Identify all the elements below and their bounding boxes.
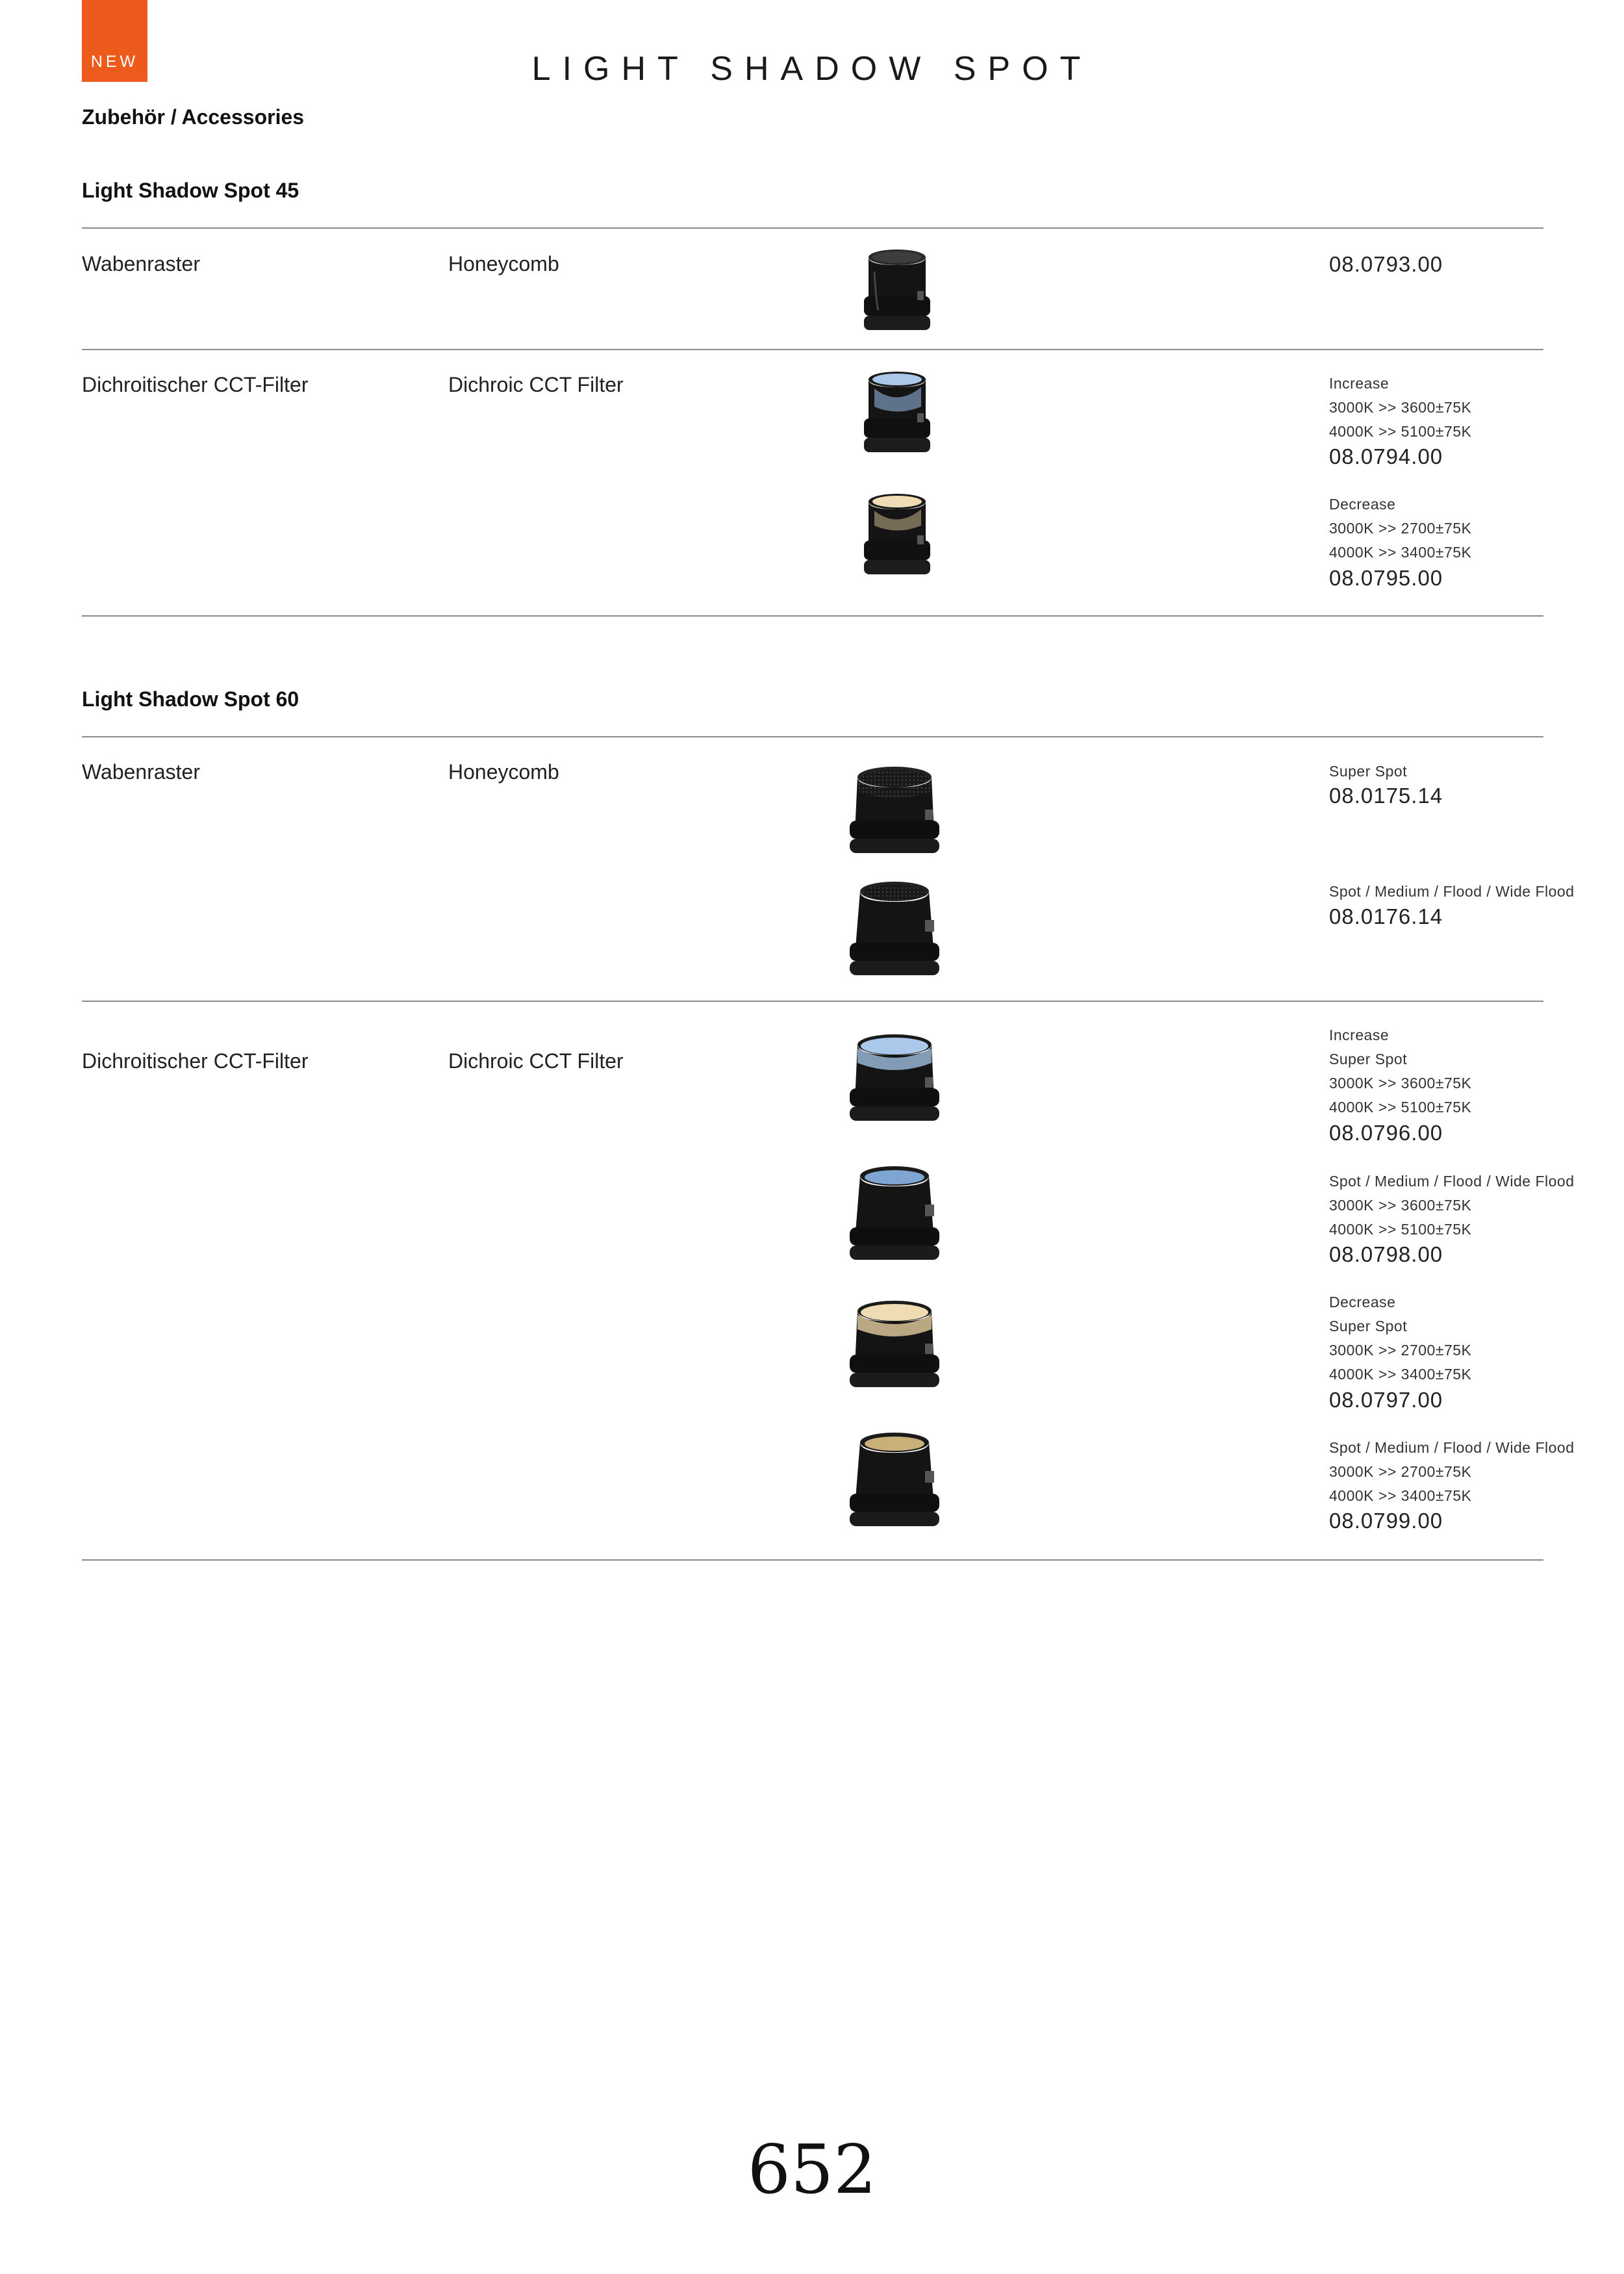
product-spec-line: Spot / Medium / Flood / Wide Flood bbox=[1329, 1439, 1575, 1456]
page-title: LIGHT SHADOW SPOT bbox=[531, 50, 1093, 88]
row-label-en: Honeycomb bbox=[448, 760, 559, 784]
product-spec-line: 4000K >> 5100±75K bbox=[1329, 1221, 1472, 1238]
product-code: 08.0176.14 bbox=[1329, 904, 1443, 928]
product-code: 08.0797.00 bbox=[1329, 1388, 1443, 1412]
product-spec-line: Super Spot bbox=[1329, 1051, 1408, 1067]
section-heading-spot-45: Light Shadow Spot 45 bbox=[82, 179, 299, 202]
product-spec-line: Spot / Medium / Flood / Wide Flood bbox=[1329, 883, 1575, 900]
new-badge: NEW bbox=[82, 0, 147, 82]
product-image-honeycomb-super-spot-60 bbox=[846, 759, 924, 856]
product-spec-line: 3000K >> 3600±75K bbox=[1329, 1075, 1472, 1092]
product-spec-line: 3000K >> 2700±75K bbox=[1329, 520, 1472, 537]
product-image-blue-filter-spot-45 bbox=[861, 368, 939, 459]
product-spec-line: 4000K >> 3400±75K bbox=[1329, 1366, 1472, 1383]
product-image-honeycomb-spot-45 bbox=[861, 246, 939, 337]
product-spec-line: 4000K >> 3400±75K bbox=[1329, 1487, 1472, 1504]
product-code: 08.0798.00 bbox=[1329, 1242, 1443, 1266]
product-image-honeycomb-spot-60 bbox=[846, 875, 924, 978]
product-spec-line: Increase bbox=[1329, 1027, 1389, 1043]
product-spec-line: 3000K >> 2700±75K bbox=[1329, 1342, 1472, 1359]
product-image-amber-filter-spot-60 bbox=[846, 1425, 924, 1529]
product-code: 08.0175.14 bbox=[1329, 784, 1443, 808]
product-spec-line: 3000K >> 3600±75K bbox=[1329, 1197, 1472, 1214]
row-label-de: Wabenraster bbox=[82, 252, 200, 275]
row-label-de: Dichroitischer CCT-Filter bbox=[82, 373, 309, 396]
section-heading-spot-60: Light Shadow Spot 60 bbox=[82, 687, 299, 711]
product-spec-line: Super Spot bbox=[1329, 763, 1408, 780]
row-label-en: Dichroic CCT Filter bbox=[448, 1049, 624, 1073]
product-spec-line: Decrease bbox=[1329, 1294, 1396, 1310]
divider bbox=[82, 615, 1543, 617]
row-label-en: Honeycomb bbox=[448, 252, 559, 275]
product-image-blue-filter-super-spot-60 bbox=[846, 1027, 924, 1124]
divider bbox=[82, 1001, 1543, 1002]
product-image-amber-filter-spot-45 bbox=[861, 490, 939, 581]
product-spec-line: 3000K >> 3600±75K bbox=[1329, 399, 1472, 416]
row-label-de: Wabenraster bbox=[82, 760, 200, 784]
product-code: 08.0794.00 bbox=[1329, 444, 1443, 468]
divider bbox=[82, 349, 1543, 350]
product-spec-line: Decrease bbox=[1329, 496, 1396, 513]
product-code: 08.0799.00 bbox=[1329, 1509, 1443, 1533]
product-code: 08.0795.00 bbox=[1329, 566, 1443, 590]
divider bbox=[82, 736, 1543, 737]
page-number: 652 bbox=[747, 2130, 877, 2209]
product-code: 08.0793.00 bbox=[1329, 252, 1443, 276]
product-image-blue-filter-spot-60 bbox=[846, 1159, 924, 1263]
product-spec-line: Spot / Medium / Flood / Wide Flood bbox=[1329, 1173, 1575, 1190]
product-spec-line: 4000K >> 5100±75K bbox=[1329, 1099, 1472, 1116]
product-image-amber-filter-super-spot-60 bbox=[846, 1293, 924, 1390]
product-spec-line: 3000K >> 2700±75K bbox=[1329, 1463, 1472, 1480]
divider bbox=[82, 227, 1543, 229]
row-label-de: Dichroitischer CCT-Filter bbox=[82, 1049, 309, 1073]
product-spec-line: 4000K >> 3400±75K bbox=[1329, 544, 1472, 561]
product-spec-line: 4000K >> 5100±75K bbox=[1329, 423, 1472, 440]
row-label-en: Dichroic CCT Filter bbox=[448, 373, 624, 396]
divider bbox=[82, 1559, 1543, 1561]
product-spec-line: Super Spot bbox=[1329, 1318, 1408, 1335]
product-code: 08.0796.00 bbox=[1329, 1121, 1443, 1145]
accessories-heading: Zubehör / Accessories bbox=[82, 105, 305, 129]
product-spec-line: Increase bbox=[1329, 375, 1389, 392]
